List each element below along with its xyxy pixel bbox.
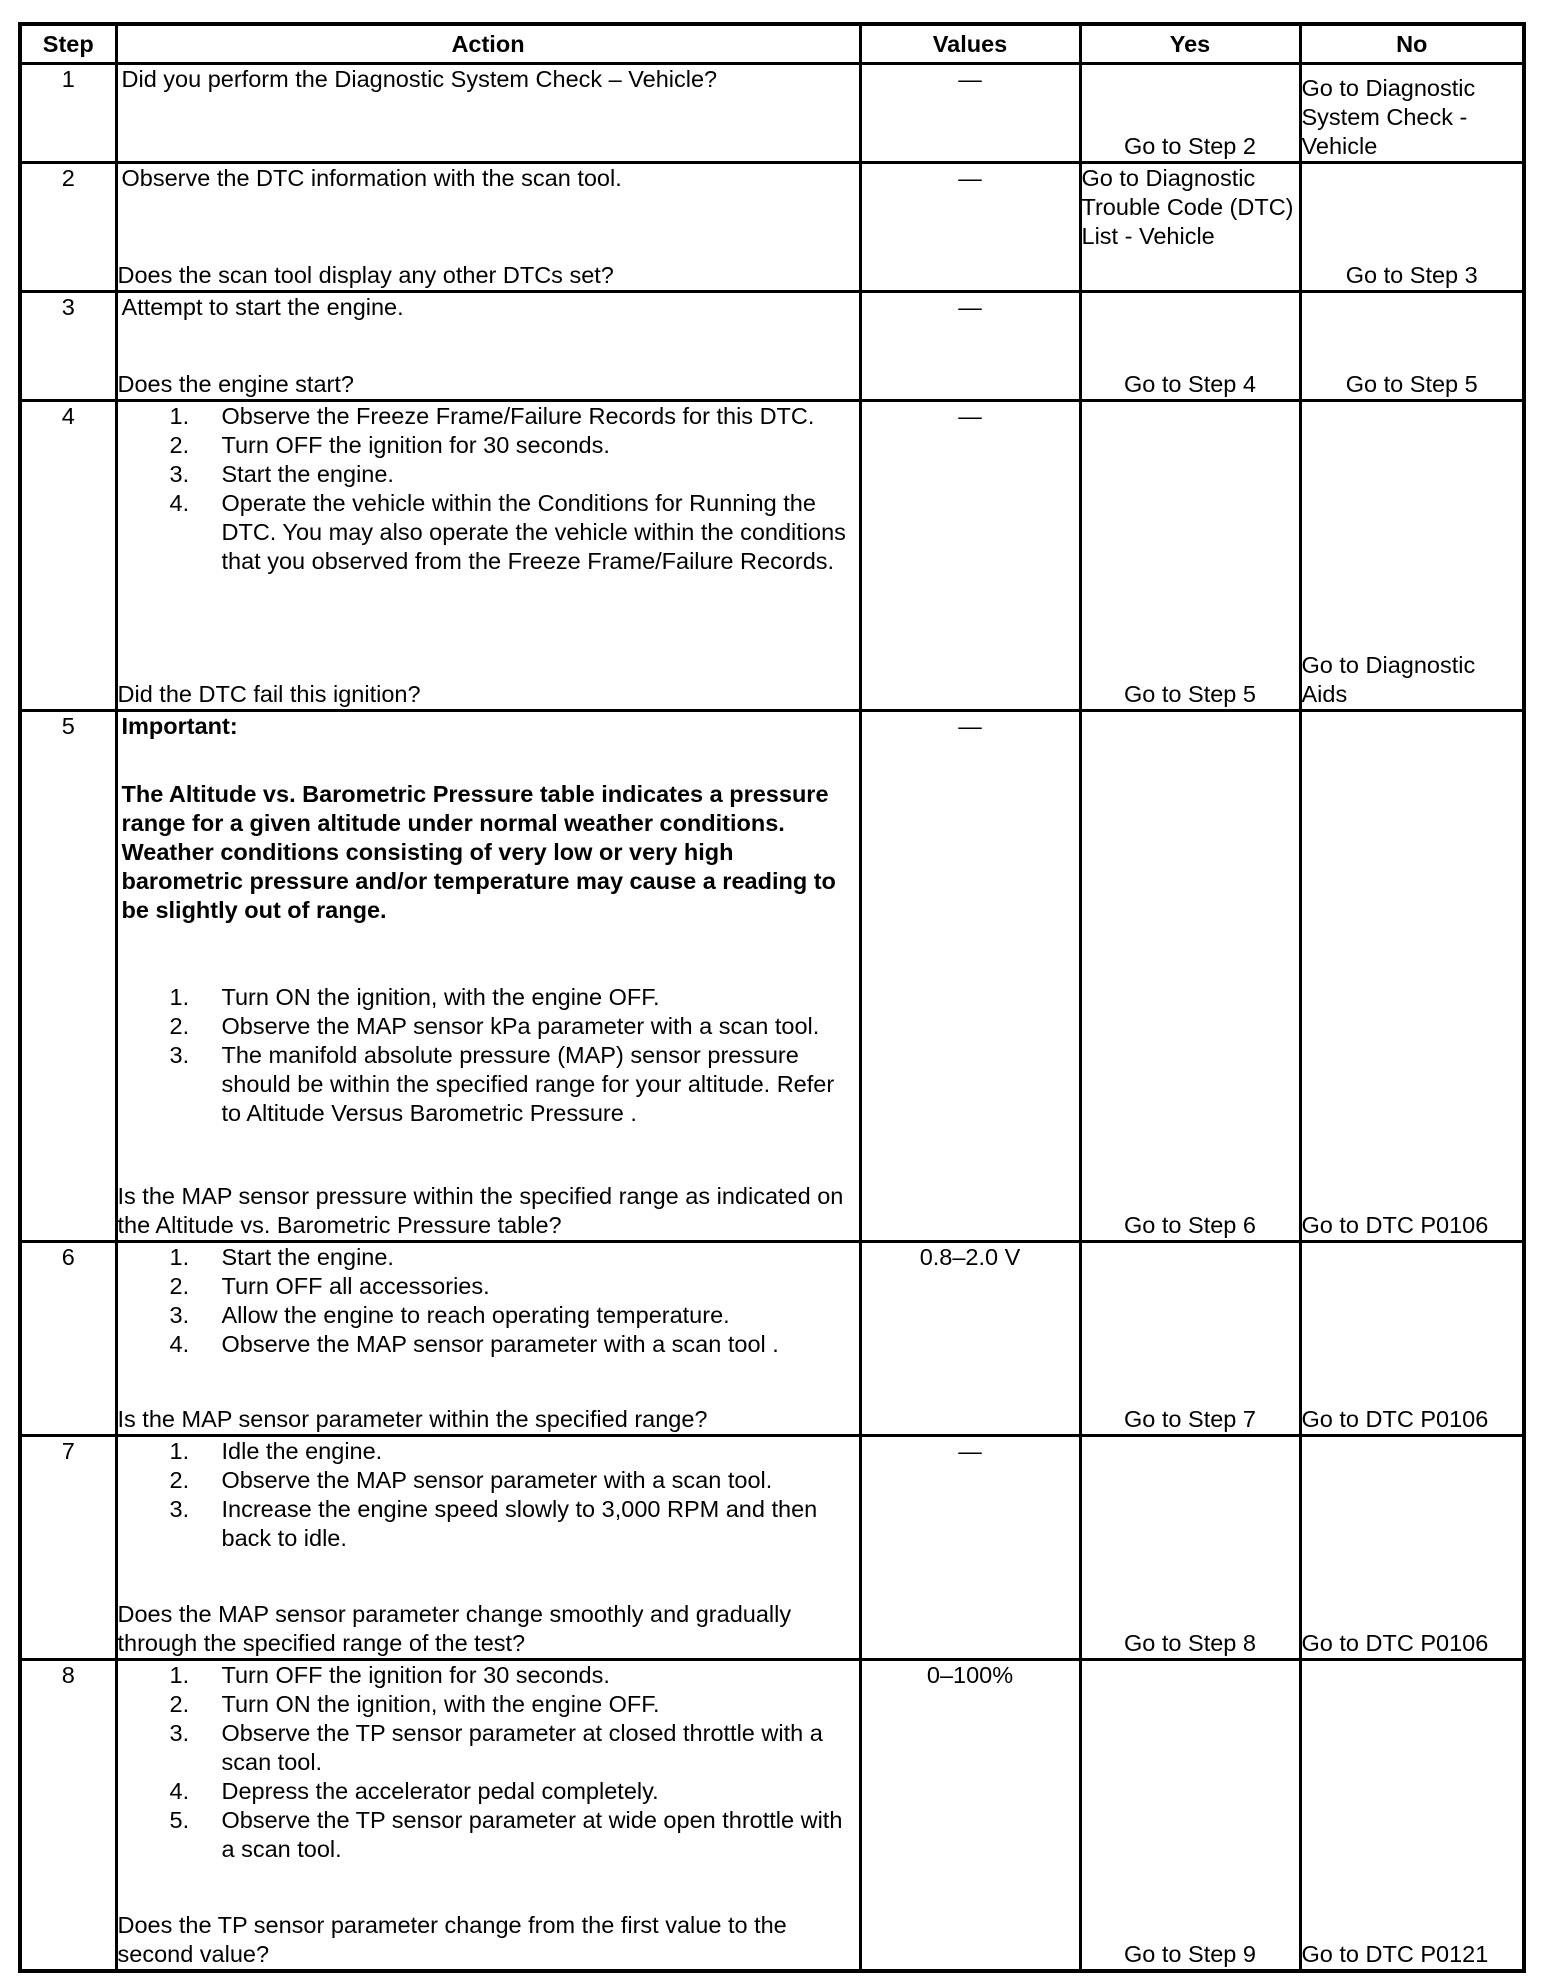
action-steps-list: [122, 402, 855, 576]
action-cell: [116, 1242, 860, 1436]
no-cell: [1300, 1436, 1524, 1660]
list-item: Turn OFF the ignition for 30 seconds.: [221, 1662, 610, 1688]
yes-link: Go to Step 9: [1124, 1940, 1256, 1967]
important-note: The Altitude vs. Barometric Pressure table indicates a pressure range for a given altitude under normal weather conditions. Weather conditions consisting of very low or very high barometric pressure and/or temperature may cause a reading to be slightly out of range.: [121, 781, 836, 923]
no-cell: [1300, 292, 1524, 401]
no-link: Go to Diagnostic System Check - Vehicle: [1301, 75, 1476, 159]
list-item: Turn ON the ignition, with the engine OFF.: [221, 1691, 660, 1717]
action-cell: [116, 64, 860, 163]
action-question: Does the engine start?: [117, 371, 354, 397]
no-cell: [1300, 163, 1524, 292]
header-row: [20, 24, 1524, 64]
action-question: Did the DTC fail this ignition?: [117, 681, 421, 707]
list-item: Allow the engine to reach operating temperature.: [221, 1302, 730, 1328]
important-label: Important:: [121, 713, 238, 739]
table-row: [20, 64, 1524, 163]
step-number: 8: [20, 1660, 116, 1971]
table-row: [20, 1660, 1524, 1971]
values-cell: —: [860, 1436, 1080, 1660]
action-instruction: Observe the DTC information with the scan tool.: [121, 165, 622, 191]
action-cell: [116, 711, 860, 1242]
list-item: Operate the vehicle within the Conditions for Running the DTC. You may also operate the vehicle within the conditions that you observed from the Freeze Frame/Failure Records.: [221, 490, 846, 574]
action-question: Is the MAP sensor parameter within the specified range?: [117, 1406, 708, 1432]
table-row: [20, 401, 1524, 711]
action-question: Does the MAP sensor parameter change smoothly and gradually through the specified range of the test?: [117, 1601, 792, 1656]
yes-cell: [1080, 1660, 1300, 1971]
yes-cell: [1080, 711, 1300, 1242]
values-cell: —: [860, 64, 1080, 163]
action-steps-list: [122, 1243, 855, 1359]
list-item: Turn OFF all accessories.: [221, 1273, 490, 1299]
no-cell: [1300, 1660, 1524, 1971]
yes-link: Go to Step 8: [1124, 1630, 1256, 1656]
header-no: No: [1300, 24, 1524, 64]
no-link: Go to Diagnostic Aids: [1301, 652, 1476, 707]
action-question: Did you perform the Diagnostic System Check – Vehicle?: [121, 66, 718, 92]
action-steps-list: [122, 1661, 855, 1864]
values-cell: —: [860, 401, 1080, 711]
action-question: Does the TP sensor parameter change from the first value to the second value?: [117, 1911, 787, 1967]
header-values: Values: [860, 24, 1080, 64]
no-link: Go to Step 5: [1345, 371, 1478, 397]
yes-cell: [1080, 1436, 1300, 1660]
no-link: Go to DTC P0121: [1301, 1940, 1489, 1967]
list-item: Start the engine.: [221, 461, 394, 487]
list-item: Observe the TP sensor parameter at closed throttle with a scan tool.: [221, 1720, 823, 1775]
action-instruction: Attempt to start the engine.: [121, 294, 404, 320]
list-item: Observe the MAP sensor kPa parameter with a scan tool.: [221, 1013, 820, 1039]
action-question: Does the scan tool display any other DTCs set?: [117, 262, 614, 288]
yes-link: Go to Diagnostic Trouble Code (DTC) List - Vehicle: [1081, 165, 1294, 249]
list-item: Depress the accelerator pedal completely.: [221, 1778, 659, 1804]
list-item: Observe the MAP sensor parameter with a scan tool .: [221, 1331, 779, 1357]
diagnostic-table-sheet: [18, 22, 1526, 1973]
list-item: Idle the engine.: [221, 1438, 383, 1464]
action-question: Is the MAP sensor pressure within the specified range as indicated on the Altitude vs. Barometric Pressure table?: [117, 1183, 844, 1238]
step-number: 1: [20, 64, 116, 163]
no-cell: [1300, 64, 1524, 163]
no-link: Go to DTC P0106: [1301, 1212, 1489, 1238]
yes-cell: [1080, 401, 1300, 711]
list-item: Observe the Freeze Frame/Failure Records for this DTC.: [221, 403, 815, 429]
values-cell: —: [860, 163, 1080, 292]
action-cell: [116, 163, 860, 292]
list-item: Observe the TP sensor parameter at wide open throttle with a scan tool.: [221, 1807, 843, 1862]
action-steps-list: [122, 1437, 855, 1553]
header-action: Action: [116, 24, 860, 64]
step-number: 4: [20, 401, 116, 711]
step-number: 3: [20, 292, 116, 401]
step-number: 6: [20, 1242, 116, 1436]
table-row: [20, 1436, 1524, 1660]
table-row: [20, 292, 1524, 401]
yes-link: Go to Step 4: [1124, 371, 1256, 397]
table-row: [20, 1242, 1524, 1436]
no-cell: [1300, 711, 1524, 1242]
action-cell: [116, 1660, 860, 1971]
action-steps-list: [122, 983, 855, 1128]
header-yes: Yes: [1080, 24, 1300, 64]
values-cell: —: [860, 292, 1080, 401]
values-cell: 0.8–2.0 V: [860, 1242, 1080, 1436]
list-item: Start the engine.: [221, 1244, 394, 1270]
yes-link: Go to Step 2: [1124, 133, 1256, 159]
action-cell: [116, 1436, 860, 1660]
step-number: 7: [20, 1436, 116, 1660]
list-item: The manifold absolute pressure (MAP) sensor pressure should be within the specified range for your altitude. Refer to Altitude Versus Barometric Pressure .: [221, 1042, 835, 1126]
no-cell: [1300, 1242, 1524, 1436]
action-cell: [116, 401, 860, 711]
yes-link: Go to Step 6: [1124, 1212, 1256, 1238]
yes-cell: [1080, 163, 1300, 292]
no-link: Go to DTC P0106: [1301, 1630, 1489, 1656]
yes-link: Go to Step 7: [1124, 1406, 1256, 1432]
list-item: Observe the MAP sensor parameter with a scan tool.: [221, 1467, 773, 1493]
no-link: Go to Step 3: [1345, 262, 1478, 288]
no-link: Go to DTC P0106: [1301, 1406, 1489, 1432]
action-cell: [116, 292, 860, 401]
step-number: 5: [20, 711, 116, 1242]
table-row: [20, 163, 1524, 292]
yes-link: Go to Step 5: [1124, 681, 1256, 707]
list-item: Increase the engine speed slowly to 3,000 RPM and then back to idle.: [221, 1496, 818, 1551]
yes-cell: [1080, 64, 1300, 163]
yes-cell: [1080, 1242, 1300, 1436]
no-cell: [1300, 401, 1524, 711]
yes-cell: [1080, 292, 1300, 401]
table-row: [20, 711, 1524, 1242]
header-step: Step: [20, 24, 116, 64]
list-item: Turn OFF the ignition for 30 seconds.: [221, 432, 610, 458]
diagnostic-table: [18, 22, 1526, 1973]
list-item: Turn ON the ignition, with the engine OFF.: [221, 984, 660, 1010]
values-cell: 0–100%: [860, 1660, 1080, 1971]
step-number: 2: [20, 163, 116, 292]
values-cell: —: [860, 711, 1080, 1242]
